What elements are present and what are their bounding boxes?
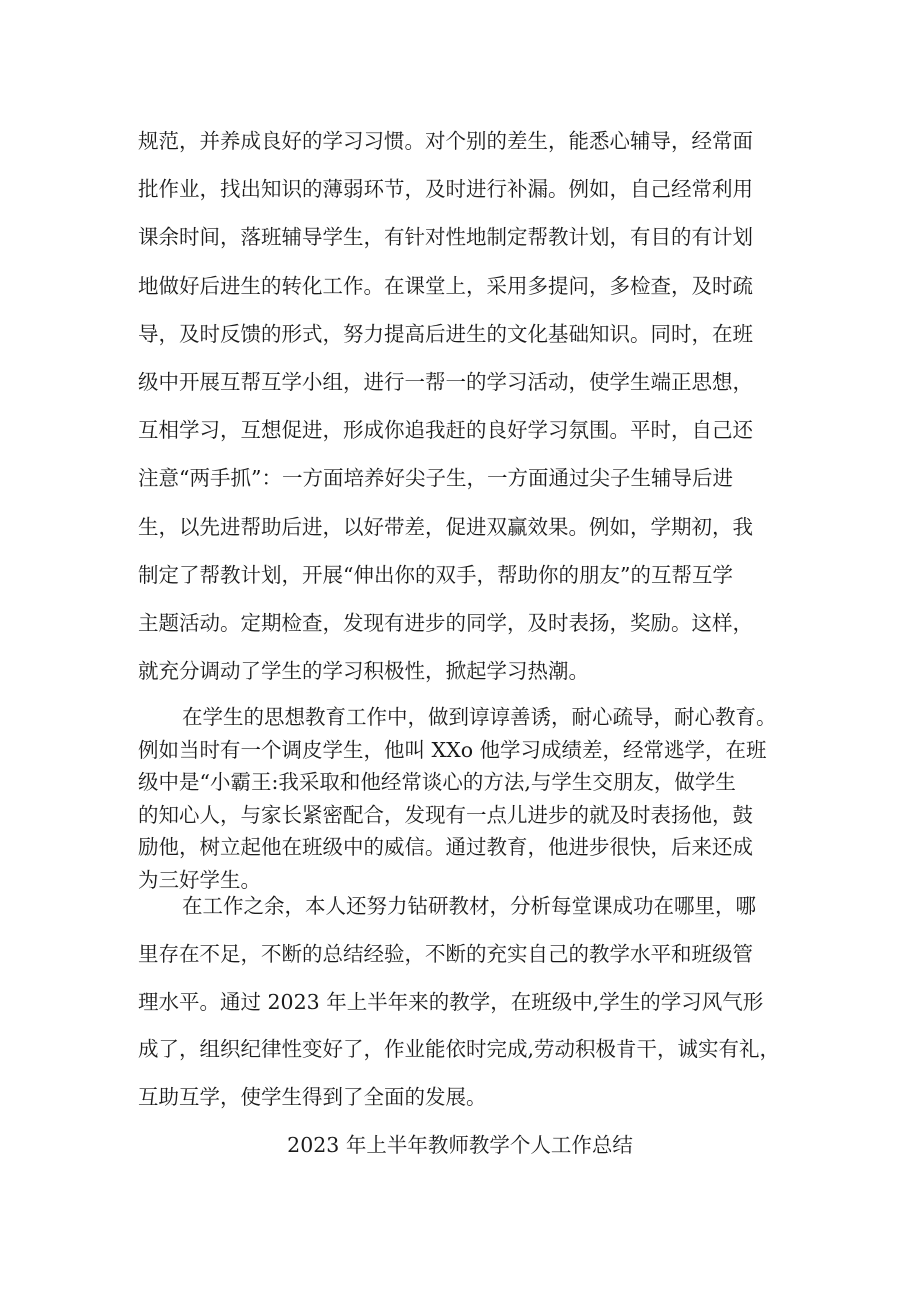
text-line: 级中是“小霸王:我采取和他经常谈心的方法,与学生交朋友，做学生 (138, 770, 736, 794)
text-line: 课余时间，落班辅导学生，有针对性地制定帮教计划，有目的有计划 (138, 225, 753, 250)
text-line: 导，及时反馈的形式，努力提高后进生的文化基础知识。同时，在班 (138, 321, 753, 346)
paragraph-teaching-research (138, 883, 780, 1122)
text-line: 理水平。通过 2023 年上半年来的教学，在班级中,学生的学习风气形 (138, 989, 764, 1014)
text-line: 地做好后进生的转化工作。在课堂上，采用多提问，多检查，及时疏 (138, 273, 753, 298)
text-line: 的知心人，与家长紧密配合，发现有一点儿进步的就及时表扬他，鼓 (138, 802, 753, 827)
text-line: 级中开展互帮互学小组，进行一帮一的学习活动，使学生端正思想， (138, 369, 753, 394)
text-line: 例如当时有一个调皮学生，他叫 XXo 他学习成绩差，经常逃学，在班 (138, 737, 767, 762)
text-line: 批作业，找出知识的薄弱环节，及时进行补漏。例如，自己经常利用 (138, 177, 753, 202)
text-line: 主题活动。定期检查，发现有进步的同学，及时表扬，奖励。这样， (138, 610, 753, 635)
text-line: 就充分调动了学生的学习积极性，掀起学习热潮。 (138, 659, 589, 684)
text-line: 为三好学生。 (138, 867, 261, 892)
text-line: 里存在不足，不断的总结经验，不断的充实自己的教学水平和班级管 (138, 941, 753, 966)
text-line: 在学生的思想教育工作中，做到谆谆善诱，耐心疏导，耐心教育。 (182, 705, 777, 729)
paragraph-student-tutoring (138, 117, 753, 695)
document-title: 2023 年上半年教师教学个人工作总结 (287, 1133, 633, 1157)
text-line: 在工作之余，本人还努力钻研教材，分析每堂课成功在哪里，哪 (182, 894, 756, 918)
text-line: 制定了帮教计划，开展“伸出你的双手，帮助你的朋友”的互帮互学 (138, 562, 733, 587)
text-line: 互相学习，互想促进，形成你追我赶的良好学习氛围。平时，自己还 (138, 418, 753, 443)
text-line: 成了，组织纪律性变好了，作业能依时完成,劳动积极肯干，诚实有礼， (138, 1037, 781, 1062)
text-line: 励他，树立起他在班级中的威信。通过教育，他进步很快，后来还成 (138, 835, 753, 859)
text-line: 注意“两手抓”：一方面培养好尖子生，一方面通过尖子生辅导后进 (138, 466, 733, 491)
text-line: 互助互学，使学生得到了全面的发展。 (138, 1085, 487, 1110)
paragraph-ideological-education (138, 701, 777, 896)
text-line: 规范，并养成良好的学习习惯。对个别的差生，能悉心辅导，经常面 (138, 129, 753, 153)
text-line: 生，以先进帮助后进，以好带差，促进双赢效果。例如，学期初，我 (138, 514, 753, 539)
